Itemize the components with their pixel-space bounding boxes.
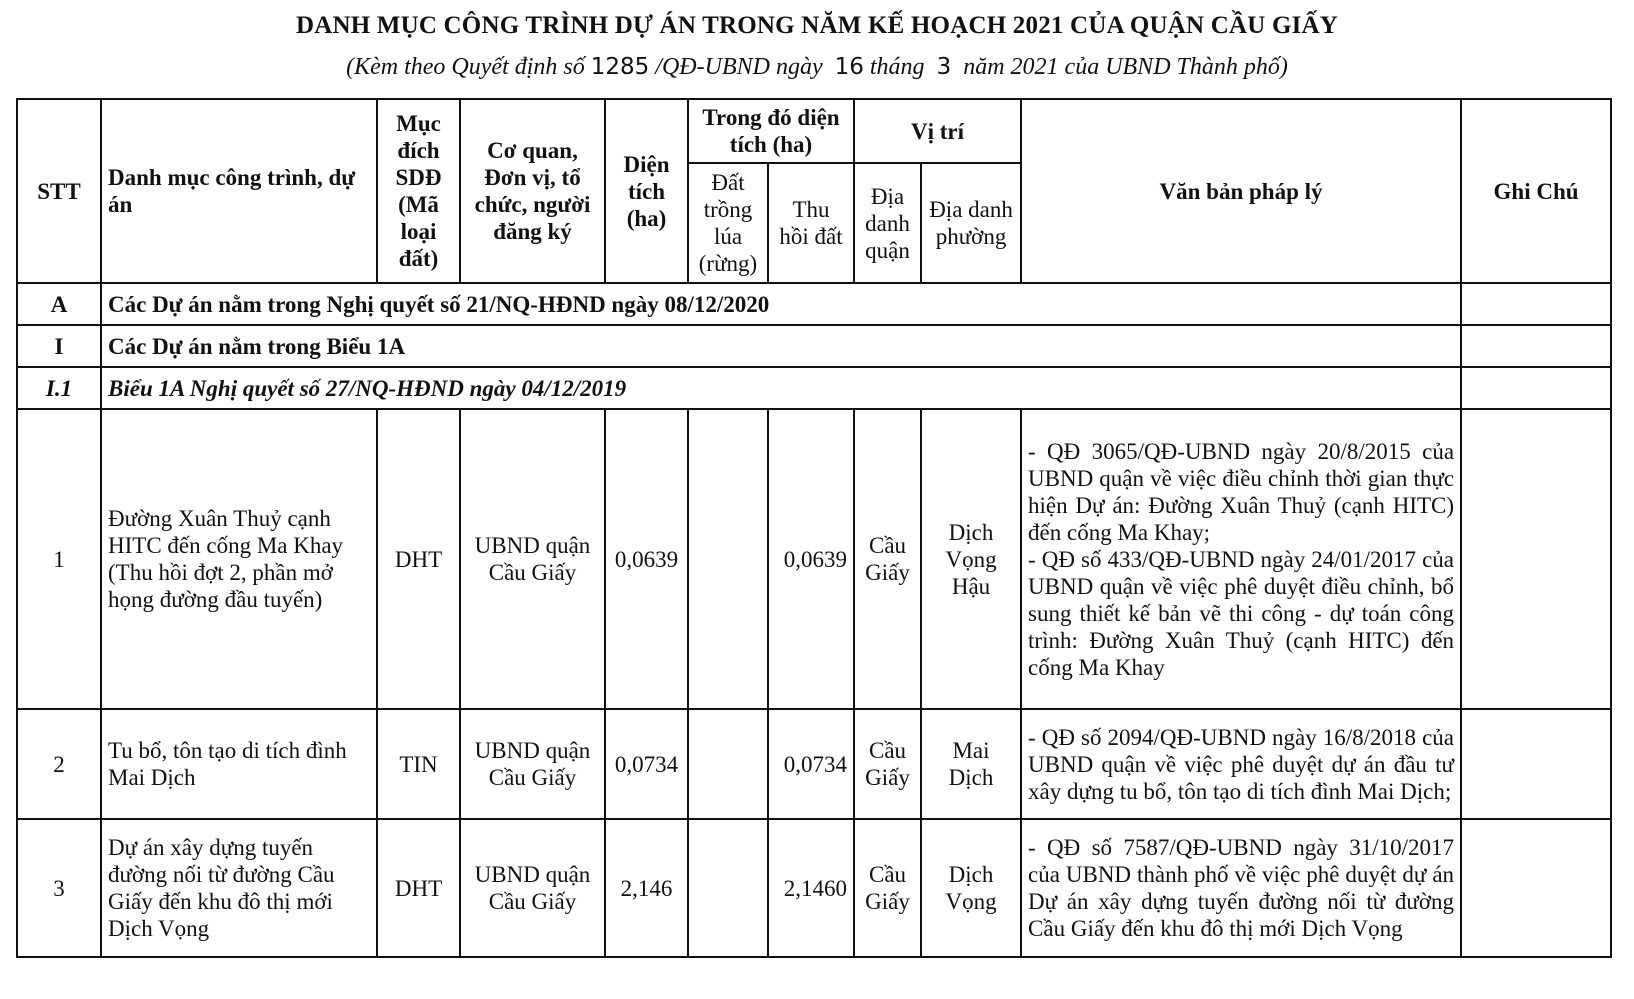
row-ward: Dịch Vọng: [921, 819, 1021, 957]
section-row-a: [17, 283, 1611, 325]
col-agency: Cơ quan, Đơn vị, tổ chức, người đăng ký: [460, 99, 605, 283]
section-note: [1461, 325, 1611, 367]
document-title: DANH MỤC CÔNG TRÌNH DỰ ÁN TRONG NĂM KẾ HOẠCH 2021 CỦA QUẬN CẦU GIẤY: [295, 12, 1339, 39]
section-note: [1461, 367, 1611, 409]
row-district: Cầu Giấy: [854, 819, 921, 957]
subtitle-text-4: năm 2021 của UBND Thành phố): [963, 54, 1288, 80]
section-row-i: [17, 325, 1611, 367]
section-label: Các Dự án nằm trong Biểu 1A: [101, 325, 1461, 367]
row-rice: [688, 409, 768, 709]
section-code: A: [17, 283, 101, 325]
col-district: Địa danh quận: [854, 163, 921, 283]
row-note: [1461, 819, 1611, 957]
row-area: 2,146: [605, 819, 688, 957]
row-ward: Dịch Vọng Hậu: [921, 409, 1021, 709]
row-stt: 1: [17, 409, 101, 709]
row-purpose: DHT: [377, 819, 460, 957]
section-code: I.1: [17, 367, 101, 409]
section-note: [1461, 283, 1611, 325]
col-of-which: Trong đó diện tích (ha): [688, 99, 854, 163]
project-list-table: [16, 98, 1612, 958]
section-label: Biểu 1A Nghị quyết số 27/NQ-HĐND ngày 04/12/2019: [101, 367, 1461, 409]
legal-item: - QĐ số 7587/QĐ-UBND ngày 31/10/2017 của UBND thành phố về việc phê duyệt dự án Dự án xây dựng tuyến đường nối từ đường Cầu Giấy đến khu đô thị mới Dịch Vọng: [1028, 835, 1455, 941]
legal-item: - QĐ số 433/QĐ-UBND ngày 24/01/2017 của UBND quận về việc phê duyệt điều chỉnh, bổ sung thiết kế bản vẽ thi công - dự toán công trình: Đường Xuân Thuỷ (cạnh HITC) đến cống Ma Khay: [1028, 546, 1455, 680]
section-label: Các Dự án nằm trong Nghị quyết số 21/NQ-HĐND ngày 08/12/2020: [101, 283, 1461, 325]
row-district: Cầu Giấy: [854, 409, 921, 709]
subtitle-text-3: tháng: [869, 54, 925, 80]
table-row: [17, 819, 1611, 957]
row-area: 0,0639: [605, 409, 688, 709]
col-recovered: Thu hồi đất: [768, 163, 854, 283]
row-note: [1461, 409, 1611, 709]
col-purpose: Mục đích SDĐ (Mã loại đất): [377, 99, 460, 283]
handwritten-month: 3: [936, 54, 952, 80]
legal-item: - QĐ 3065/QĐ-UBND ngày 20/8/2015 của UBND quận về việc điều chỉnh thời gian thực hiện Dự án: Đường Xuân Thuỷ (cạnh HITC) đến cống Ma Khay;: [1028, 438, 1455, 545]
row-name: Dự án xây dựng tuyến đường nối từ đường Cầu Giấy đến khu đô thị mới Dịch Vọng: [101, 819, 377, 957]
row-area: 0,0734: [605, 709, 688, 819]
col-rice: Đất trồng lúa (rừng): [688, 163, 768, 283]
row-agency: UBND quận Cầu Giấy: [460, 819, 605, 957]
row-legal: [1021, 409, 1461, 709]
row-stt: 2: [17, 709, 101, 819]
section-row-i1: [17, 367, 1611, 409]
row-rice: [688, 709, 768, 819]
col-ward: Địa danh phường: [921, 163, 1021, 283]
row-recovered: 0,0639: [768, 409, 854, 709]
row-recovered: 0,0734: [768, 709, 854, 819]
col-area: Diện tích (ha): [605, 99, 688, 283]
subtitle-text-1: (Kèm theo Quyết định số: [346, 54, 585, 80]
row-purpose: TIN: [377, 709, 460, 819]
row-note: [1461, 709, 1611, 819]
row-purpose: DHT: [377, 409, 460, 709]
row-legal: [1021, 709, 1461, 819]
row-agency: UBND quận Cầu Giấy: [460, 709, 605, 819]
col-stt: STT: [17, 99, 101, 283]
col-location: Vị trí: [854, 99, 1021, 163]
document-subtitle: [0, 54, 1634, 81]
col-note: Ghi Chú: [1461, 99, 1611, 283]
row-stt: 3: [17, 819, 101, 957]
row-name: Đường Xuân Thuỷ cạnh HITC đến cống Ma Khay (Thu hồi đợt 2, phần mở họng đường đầu tuyến): [101, 409, 377, 709]
handwritten-day: 16: [834, 54, 864, 80]
table-row: [17, 709, 1611, 819]
col-legal: Văn bản pháp lý: [1021, 99, 1461, 283]
row-legal: [1021, 819, 1461, 957]
row-recovered: 2,1460: [768, 819, 854, 957]
header-row-1: [17, 99, 1611, 163]
handwritten-decision-number: 1285: [590, 54, 650, 80]
subtitle-text-2: /QĐ-UBND ngày: [655, 54, 823, 80]
legal-item: - QĐ số 2094/QĐ-UBND ngày 16/8/2018 của UBND quận về việc phê duyệt dự án đầu tư xây dựng tu bổ, tôn tạo di tích đình Mai Dịch;: [1028, 724, 1455, 804]
col-name: Danh mục công trình, dự án: [101, 99, 377, 283]
table-row: [17, 409, 1611, 709]
row-rice: [688, 819, 768, 957]
section-code: I: [17, 325, 101, 367]
row-name: Tu bổ, tôn tạo di tích đình Mai Dịch: [101, 709, 377, 819]
row-agency: UBND quận Cầu Giấy: [460, 409, 605, 709]
row-district: Cầu Giấy: [854, 709, 921, 819]
row-ward: Mai Dịch: [921, 709, 1021, 819]
